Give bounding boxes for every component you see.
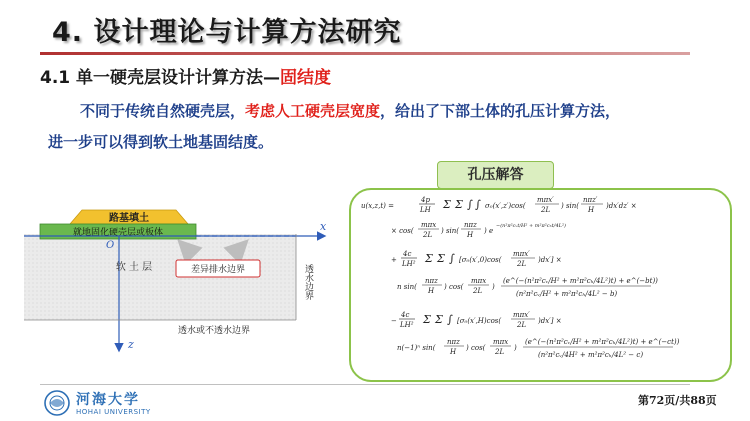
svg-text:2L: 2L <box>541 206 551 214</box>
pore-pressure-formula-box <box>349 188 732 382</box>
svg-text:mπx′: mπx′ <box>513 311 530 319</box>
svg-text:) e: ) e <box>484 227 494 235</box>
svg-text:(e^(−(n²π²cᵥ/H² + m²π²cₕ/4L²)t: (e^(−(n²π²cᵥ/H² + m²π²cₕ/4L²)t) + e^(−ct)) <box>525 338 680 346</box>
svg-text:H: H <box>588 206 595 214</box>
intro-part-2: ，给出了下部土体的孔压计算方法， <box>380 102 621 120</box>
z-axis-label: z <box>128 338 134 351</box>
svg-text:Σ: Σ <box>443 198 451 211</box>
page-number: 第72页/共88页 <box>638 394 717 407</box>
intro-line-2: 进一步可以得到软土地基固结度。 <box>48 133 274 151</box>
slide-title: 4. 设计理论与计算方法研究 <box>52 17 402 48</box>
svg-text:) cos(: ) cos( <box>444 283 464 291</box>
svg-text:Σ: Σ <box>425 252 433 265</box>
svg-text:2L: 2L <box>473 287 483 295</box>
title-divider <box>40 52 690 55</box>
svg-text:H: H <box>450 348 457 356</box>
svg-text:∫: ∫ <box>467 198 473 211</box>
svg-text:2L: 2L <box>423 231 433 239</box>
x-axis-label: x <box>320 220 327 233</box>
svg-text:[σ₀(x′,H)cos(: [σ₀(x′,H)cos( <box>457 317 502 325</box>
section-heading <box>40 63 331 88</box>
university-name-cn: 河海大学 <box>76 392 140 408</box>
soft-soil-label: 软 土 层 <box>115 262 153 273</box>
svg-text:)dx′dz′ ×: )dx′dz′ × <box>606 202 637 210</box>
svg-text:)dx′] ×: )dx′] × <box>538 256 562 264</box>
svg-text:透水边界: 透水边界 <box>303 264 313 300</box>
svg-text:nπz: nπz <box>464 221 477 229</box>
svg-text:∫: ∫ <box>447 313 453 326</box>
intro-line-1 <box>80 100 620 121</box>
formula-tag: 孔压解答 <box>437 161 554 189</box>
svg-text:) cos(: ) cos( <box>466 344 486 352</box>
svg-text:mπx: mπx <box>471 277 487 285</box>
svg-text:Σ: Σ <box>423 313 431 326</box>
intro-highlight: 考虑人工硬壳层宽度 <box>245 102 381 120</box>
section-heading-prefix: 4.1 单一硬壳层设计计算方法— <box>40 68 281 88</box>
svg-text:2L: 2L <box>495 348 505 356</box>
svg-text:(n²π²cᵥ/4H² + m²π²cₕ/4L² − c): (n²π²cᵥ/4H² + m²π²cₕ/4L² − c) <box>538 351 644 359</box>
svg-text:4c: 4c <box>403 250 412 258</box>
svg-text:σ₀(x′,z′)cos(: σ₀(x′,z′)cos( <box>485 202 526 210</box>
svg-text:mπx′: mπx′ <box>513 250 530 258</box>
svg-text:∫: ∫ <box>475 198 481 211</box>
university-logo <box>44 389 214 417</box>
svg-text:−: − <box>391 317 397 325</box>
svg-text:LH: LH <box>420 206 431 214</box>
permeable-boundary-label <box>303 264 314 301</box>
origin-label: O <box>106 240 115 251</box>
svg-text:mπx′: mπx′ <box>537 196 554 204</box>
embankment-label: 路基填土 <box>109 213 149 224</box>
svg-text:× cos(: × cos( <box>391 227 414 235</box>
svg-text:(n²π²cᵥ/H² + m²π²cₕ/4L² − b): (n²π²cᵥ/H² + m²π²cₕ/4L² − b) <box>516 290 618 298</box>
svg-text:mπx: mπx <box>493 338 509 346</box>
footer-divider <box>40 384 690 385</box>
svg-text:n(−1)ⁿ sin(: n(−1)ⁿ sin( <box>397 344 436 352</box>
svg-text:[σ₀(x′,0)cos(: [σ₀(x′,0)cos( <box>459 256 502 264</box>
drainage-diff-label: 差异排水边界 <box>190 265 246 275</box>
svg-text:H: H <box>428 287 435 295</box>
svg-text:): ) <box>492 283 495 291</box>
svg-text:)dx′] ×: )dx′] × <box>538 317 562 325</box>
svg-text:nπz: nπz <box>447 338 460 346</box>
foundation-diagram <box>24 190 344 365</box>
svg-text:) sin(: ) sin( <box>441 227 460 235</box>
svg-text:mπx: mπx <box>421 221 437 229</box>
svg-text:2L: 2L <box>517 321 527 329</box>
svg-text:): ) <box>514 344 517 352</box>
svg-text:(e^(−(n²π²cᵥ/H² + m²π²cₕ/4L²)t: (e^(−(n²π²cᵥ/H² + m²π²cₕ/4L²)t) + e^(−bt)) <box>503 277 658 285</box>
svg-text:−(n²π²cᵥt/H² + m²π²cₕt/4L²): −(n²π²cᵥt/H² + m²π²cₕt/4L²) <box>496 223 566 229</box>
university-name-en: HOHAI UNIVERSITY <box>76 408 151 416</box>
svg-text:LH²: LH² <box>400 321 414 329</box>
svg-text:Σ: Σ <box>437 252 445 265</box>
svg-text:n sin(: n sin( <box>397 283 417 291</box>
svg-text:) sin(: ) sin( <box>561 202 580 210</box>
svg-text:+: + <box>391 256 397 264</box>
svg-text:nπz′: nπz′ <box>583 196 598 204</box>
svg-text:LH²: LH² <box>402 260 416 268</box>
svg-text:H: H <box>467 231 474 239</box>
section-heading-highlight: 固结度 <box>280 68 332 88</box>
svg-text:Σ: Σ <box>435 313 443 326</box>
svg-text:u(x,z,t) =: u(x,z,t) = <box>361 202 394 210</box>
bottom-boundary-label: 透水或不透水边界 <box>177 326 251 336</box>
intro-part-1: 不同于传统自然硬壳层， <box>80 102 246 120</box>
pore-pressure-formula-image <box>351 190 730 380</box>
svg-text:∫: ∫ <box>449 252 455 265</box>
svg-text:2L: 2L <box>517 260 527 268</box>
svg-text:4c: 4c <box>401 311 410 319</box>
svg-text:nπz: nπz <box>425 277 438 285</box>
svg-text:4p: 4p <box>421 196 430 204</box>
crust-layer-label: 就地固化硬壳层或板体 <box>72 228 164 238</box>
svg-text:Σ: Σ <box>455 198 463 211</box>
